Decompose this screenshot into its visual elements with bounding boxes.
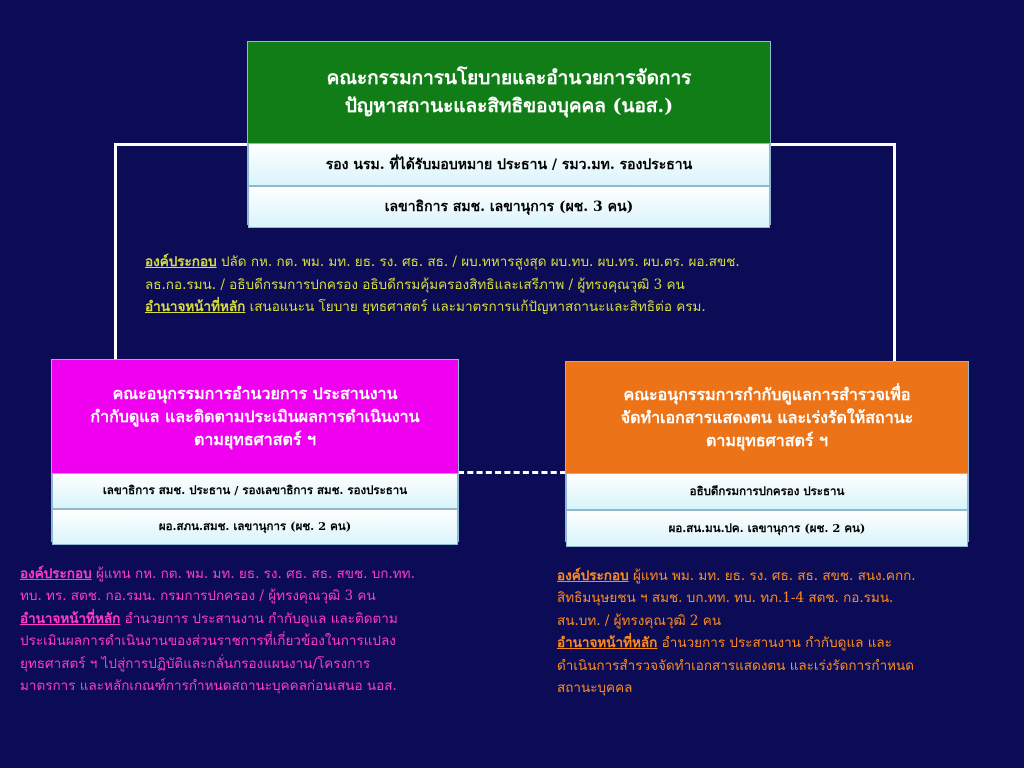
main-committee-title-line1: คณะกรรมการนโยบายและอำนวยการจัดการ [326, 66, 692, 89]
left-committee-title-line2: กำกับดูแล และติดตามประเมินผลการดำเนินงาน [90, 406, 420, 426]
left-composition-text1: ผู้แทน กห. กต. พม. มท. ยธ. รง. ศธ. สธ. สขช. บก.ทท. [91, 566, 415, 582]
left-committee-title-line3: ตามยุทธศาสตร์ ฯ [193, 430, 317, 450]
main-duty-text: เสนอแนะน โยบาย ยุทธศาสตร์ และมาตรการแก้ปัญหาสถานะและสิทธิต่อ ครม. [245, 299, 706, 316]
right-desc-line1 [557, 565, 1007, 587]
right-composition-label: องค์ประกอบ [557, 568, 629, 584]
right-committee-description [557, 565, 1007, 699]
connector-left-horizontal [114, 143, 248, 146]
right-duty-text1: อำนวยการ ประสานงาน กำกับดูแล และ [657, 635, 892, 652]
left-composition-text2: ทบ. ทร. สตช. กอ.รมน. กรมการปกครอง / ผู้ทรงคุณวุฒิ 3 คน [20, 588, 376, 605]
right-committee-title-line2: จัดทำเอกสารแสดงตน และเร่งรัดให้สถานะ [620, 407, 914, 427]
main-composition-text1: ปลัด กห. กต. พม. มท. ยธ. รง. ศธ. สธ. / ผบ.ทหารสูงสุด ผบ.ทบ. ผบ.ทร. ผบ.ตร. ผอ.สขช. [216, 254, 740, 270]
left-committee-title [52, 360, 458, 473]
main-duty-label: อำนาจหน้าที่หลัก [145, 299, 246, 316]
main-committee-secretary-row: เลขาธิการ สมช. เลขานุการ (ผช. 3 คน) [248, 186, 770, 228]
left-committee-title-line1: คณะอนุกรรมการอำนวยการ ประสานงาน [112, 383, 398, 403]
right-composition-text3: สน.บท. / ผู้ทรงคุณวุฒิ 2 คน [557, 612, 722, 629]
main-committee-title [248, 42, 770, 143]
left-duty-text1: อำนวยการ ประสานงาน กำกับดูแล และติดตาม [120, 610, 398, 627]
connector-dashed-link [458, 471, 566, 474]
right-committee-title [566, 362, 968, 473]
left-desc-line1 [20, 563, 510, 585]
right-committee-title-line3: ตามยุทธศาสตร์ ฯ [705, 431, 829, 451]
left-duty-label: อำนาจหน้าที่หลัก [20, 610, 121, 627]
right-duty-label: อำนาจหน้าที่หลัก [557, 635, 658, 652]
left-desc-line3 [20, 608, 510, 630]
main-committee-description [145, 251, 885, 319]
main-composition-label: องค์ประกอบ [145, 254, 217, 270]
left-committee-secretary-row: ผอ.สภน.สมช. เลขานุการ (ผช. 2 คน) [52, 509, 458, 545]
main-committee-chair-row: รอง นรม. ที่ได้รับมอบหมาย ประธาน / รมว.มท. รองประธาน [248, 143, 770, 186]
left-duty-text4: มาตรการ และหลักเกณฑ์การกำหนดสถานะบุคคลก่อนเสนอ นอส. [20, 678, 397, 695]
left-committee-box [51, 359, 459, 542]
main-composition-text2: ลธ.กอ.รมน. / อธิบดีกรมการปกครอง อธิบดีกรมคุ้มครองสิทธิและเสรีภาพ / ผู้ทรงคุณวุฒิ 3 คน [145, 276, 685, 293]
right-committee-secretary-row: ผอ.สน.มน.ปค. เลขานุการ (ผช. 2 คน) [566, 510, 968, 547]
left-duty-text2: ประเมินผลการดำเนินงานของส่วนราชการที่เกี่ยวข้องในการแปลง [20, 633, 396, 650]
main-desc-line1 [145, 251, 885, 274]
right-duty-text2: ดำเนินการสำรวจจัดทำเอกสารแสดงตน และเร่งรัดการกำหนด [557, 657, 915, 674]
right-duty-text3: สถานะบุคคล [557, 680, 633, 697]
right-committee-title-line1: คณะอนุกรรมการกำกับดูแลการสำรวจเพื่อ [623, 384, 911, 404]
main-committee-box [247, 41, 771, 225]
connector-right-vertical [893, 143, 896, 363]
right-desc-line4 [557, 632, 1007, 654]
right-committee-box [565, 361, 969, 542]
right-composition-text1: ผู้แทน พม. มท. ยธ. รง. ศธ. สธ. สขช. สนง.คกก. [628, 568, 916, 584]
left-committee-chair-row: เลขาธิการ สมช. ประธาน / รองเลขาธิการ สมช. รองประธาน [52, 473, 458, 509]
connector-left-vertical [114, 143, 117, 361]
connector-right-horizontal [770, 143, 896, 146]
left-composition-label: องค์ประกอบ [20, 566, 92, 582]
right-committee-chair-row: อธิบดีกรมการปกครอง ประธาน [566, 473, 968, 510]
left-committee-description [20, 563, 510, 697]
left-duty-text3: ยุทธศาสตร์ ฯ ไปสู่การปฏิบัติและกลั่นกรองแผนงาน/โครงการ [20, 655, 371, 672]
right-composition-text2: สิทธิมนุษยชน ฯ สมช. บก.ทท. ทบ. ทภ.1-4 สตช. กอ.รมน. [557, 590, 894, 607]
main-desc-line3 [145, 296, 885, 319]
main-committee-title-line2: ปัญหาสถานะและสิทธิของบุคคล (นอส.) [344, 94, 674, 117]
